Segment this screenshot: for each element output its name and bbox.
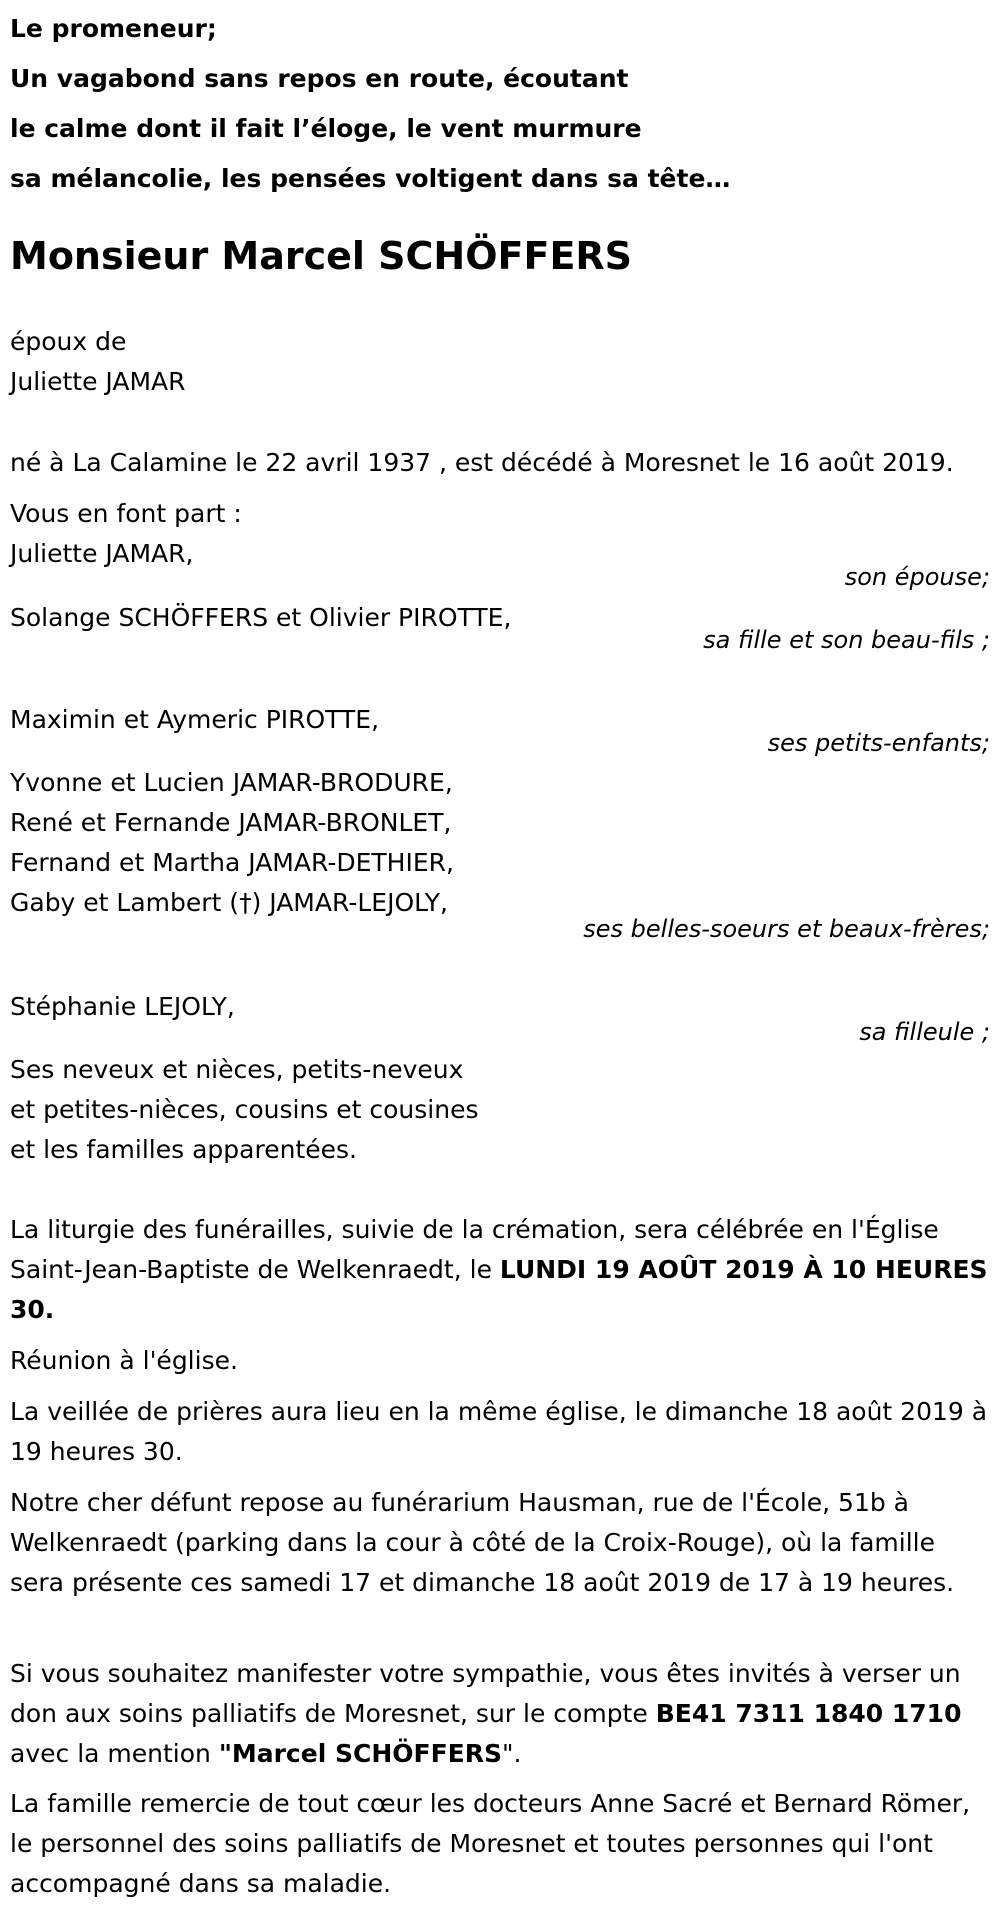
poem (10, 4, 910, 204)
family-name: Solange SCHÖFFERS et Olivier PIROTTE, (10, 603, 512, 632)
family-role: ses petits-enfants; (767, 729, 990, 757)
liturgy-paragraph (10, 1210, 995, 1330)
donation-paragraph (10, 1654, 995, 1774)
meeting-text: Réunion à l'église. (10, 1346, 238, 1375)
liturgy-text: La liturgie des funérailles, suivie de la crémation, sera célébrée en l'Église Saint-Jean-Baptiste de Welkenraedt, le (10, 1215, 939, 1284)
spouse-label: époux de (10, 327, 127, 356)
poem-line: le calme dont il fait l’éloge, le vent murmure (10, 114, 642, 143)
poem-line: sa mélancolie, les pensées voltigent dans sa tête… (10, 164, 731, 193)
family-name: Stéphanie LEJOLY, (10, 992, 235, 1021)
donation-mention: "Marcel SCHÖFFERS (218, 1739, 502, 1768)
extended-family: et petites-nièces, cousins et cousines (10, 1095, 479, 1124)
poem-line: Un vagabond sans repos en route, écoutant (10, 64, 629, 93)
donation-text: ". (502, 1739, 522, 1768)
donation-account: BE41 7311 1840 1710 (655, 1699, 962, 1728)
extended-family: Ses neveux et nièces, petits-neveux (10, 1055, 464, 1084)
announcement-intro: Vous en font part : (10, 499, 242, 528)
family-name: Fernand et Martha JAMAR-DETHIER, (10, 848, 454, 877)
deceased-name: Monsieur Marcel SCHÖFFERS (10, 234, 633, 278)
family-name: Yvonne et Lucien JAMAR-BRODURE, (10, 768, 453, 797)
family-role: sa filleule ; (859, 1018, 990, 1046)
family-name: Maximin et Aymeric PIROTTE, (10, 705, 380, 734)
spouse-name: Juliette JAMAR (10, 367, 186, 396)
rest-text: Notre cher défunt repose au funérarium Hausman, rue de l'École, 51b à Welkenraedt (parking dans la cour à côté de la Croix-Rouge), où la famille sera présente ces samedi 17 et dimanche 18 août 2019 de 17 à 19 heures. (10, 1488, 955, 1597)
birth-death-text: né à La Calamine le 22 avril 1937 , est décédé à Moresnet le 16 août 2019. (10, 448, 954, 477)
vigil-text: La veillée de prières aura lieu en la même église, le dimanche 18 août 2019 à 19 heures 30. (10, 1397, 988, 1466)
family-role: ses belles-soeurs et beaux-frères; (583, 915, 990, 943)
liturgy-date: LUNDI 19 AOÛT 2019 À 10 HEURES 30. (10, 1255, 988, 1324)
thanks-text: La famille remercie de tout cœur les docteurs Anne Sacré et Bernard Römer, le personnel des soins palliatifs de Moresnet et toutes personnes qui l'ont accompagné dans sa maladie. (10, 1789, 971, 1898)
poem-line: Le promeneur; (10, 14, 217, 43)
family-name: René et Fernande JAMAR-BRONLET, (10, 808, 452, 837)
extended-family: et les familles apparentées. (10, 1135, 357, 1164)
family-role: sa fille et son beau-fils ; (703, 626, 990, 654)
donation-text: Si vous souhaitez manifester votre sympathie, vous êtes invités à verser un don aux soins palliatifs de Moresnet, sur le compte (10, 1659, 961, 1728)
donation-text: avec la mention (10, 1739, 219, 1768)
family-name: Juliette JAMAR, (10, 539, 194, 568)
family-role: son épouse; (844, 563, 990, 591)
family-name: Gaby et Lambert (†) JAMAR-LEJOLY, (10, 888, 448, 917)
